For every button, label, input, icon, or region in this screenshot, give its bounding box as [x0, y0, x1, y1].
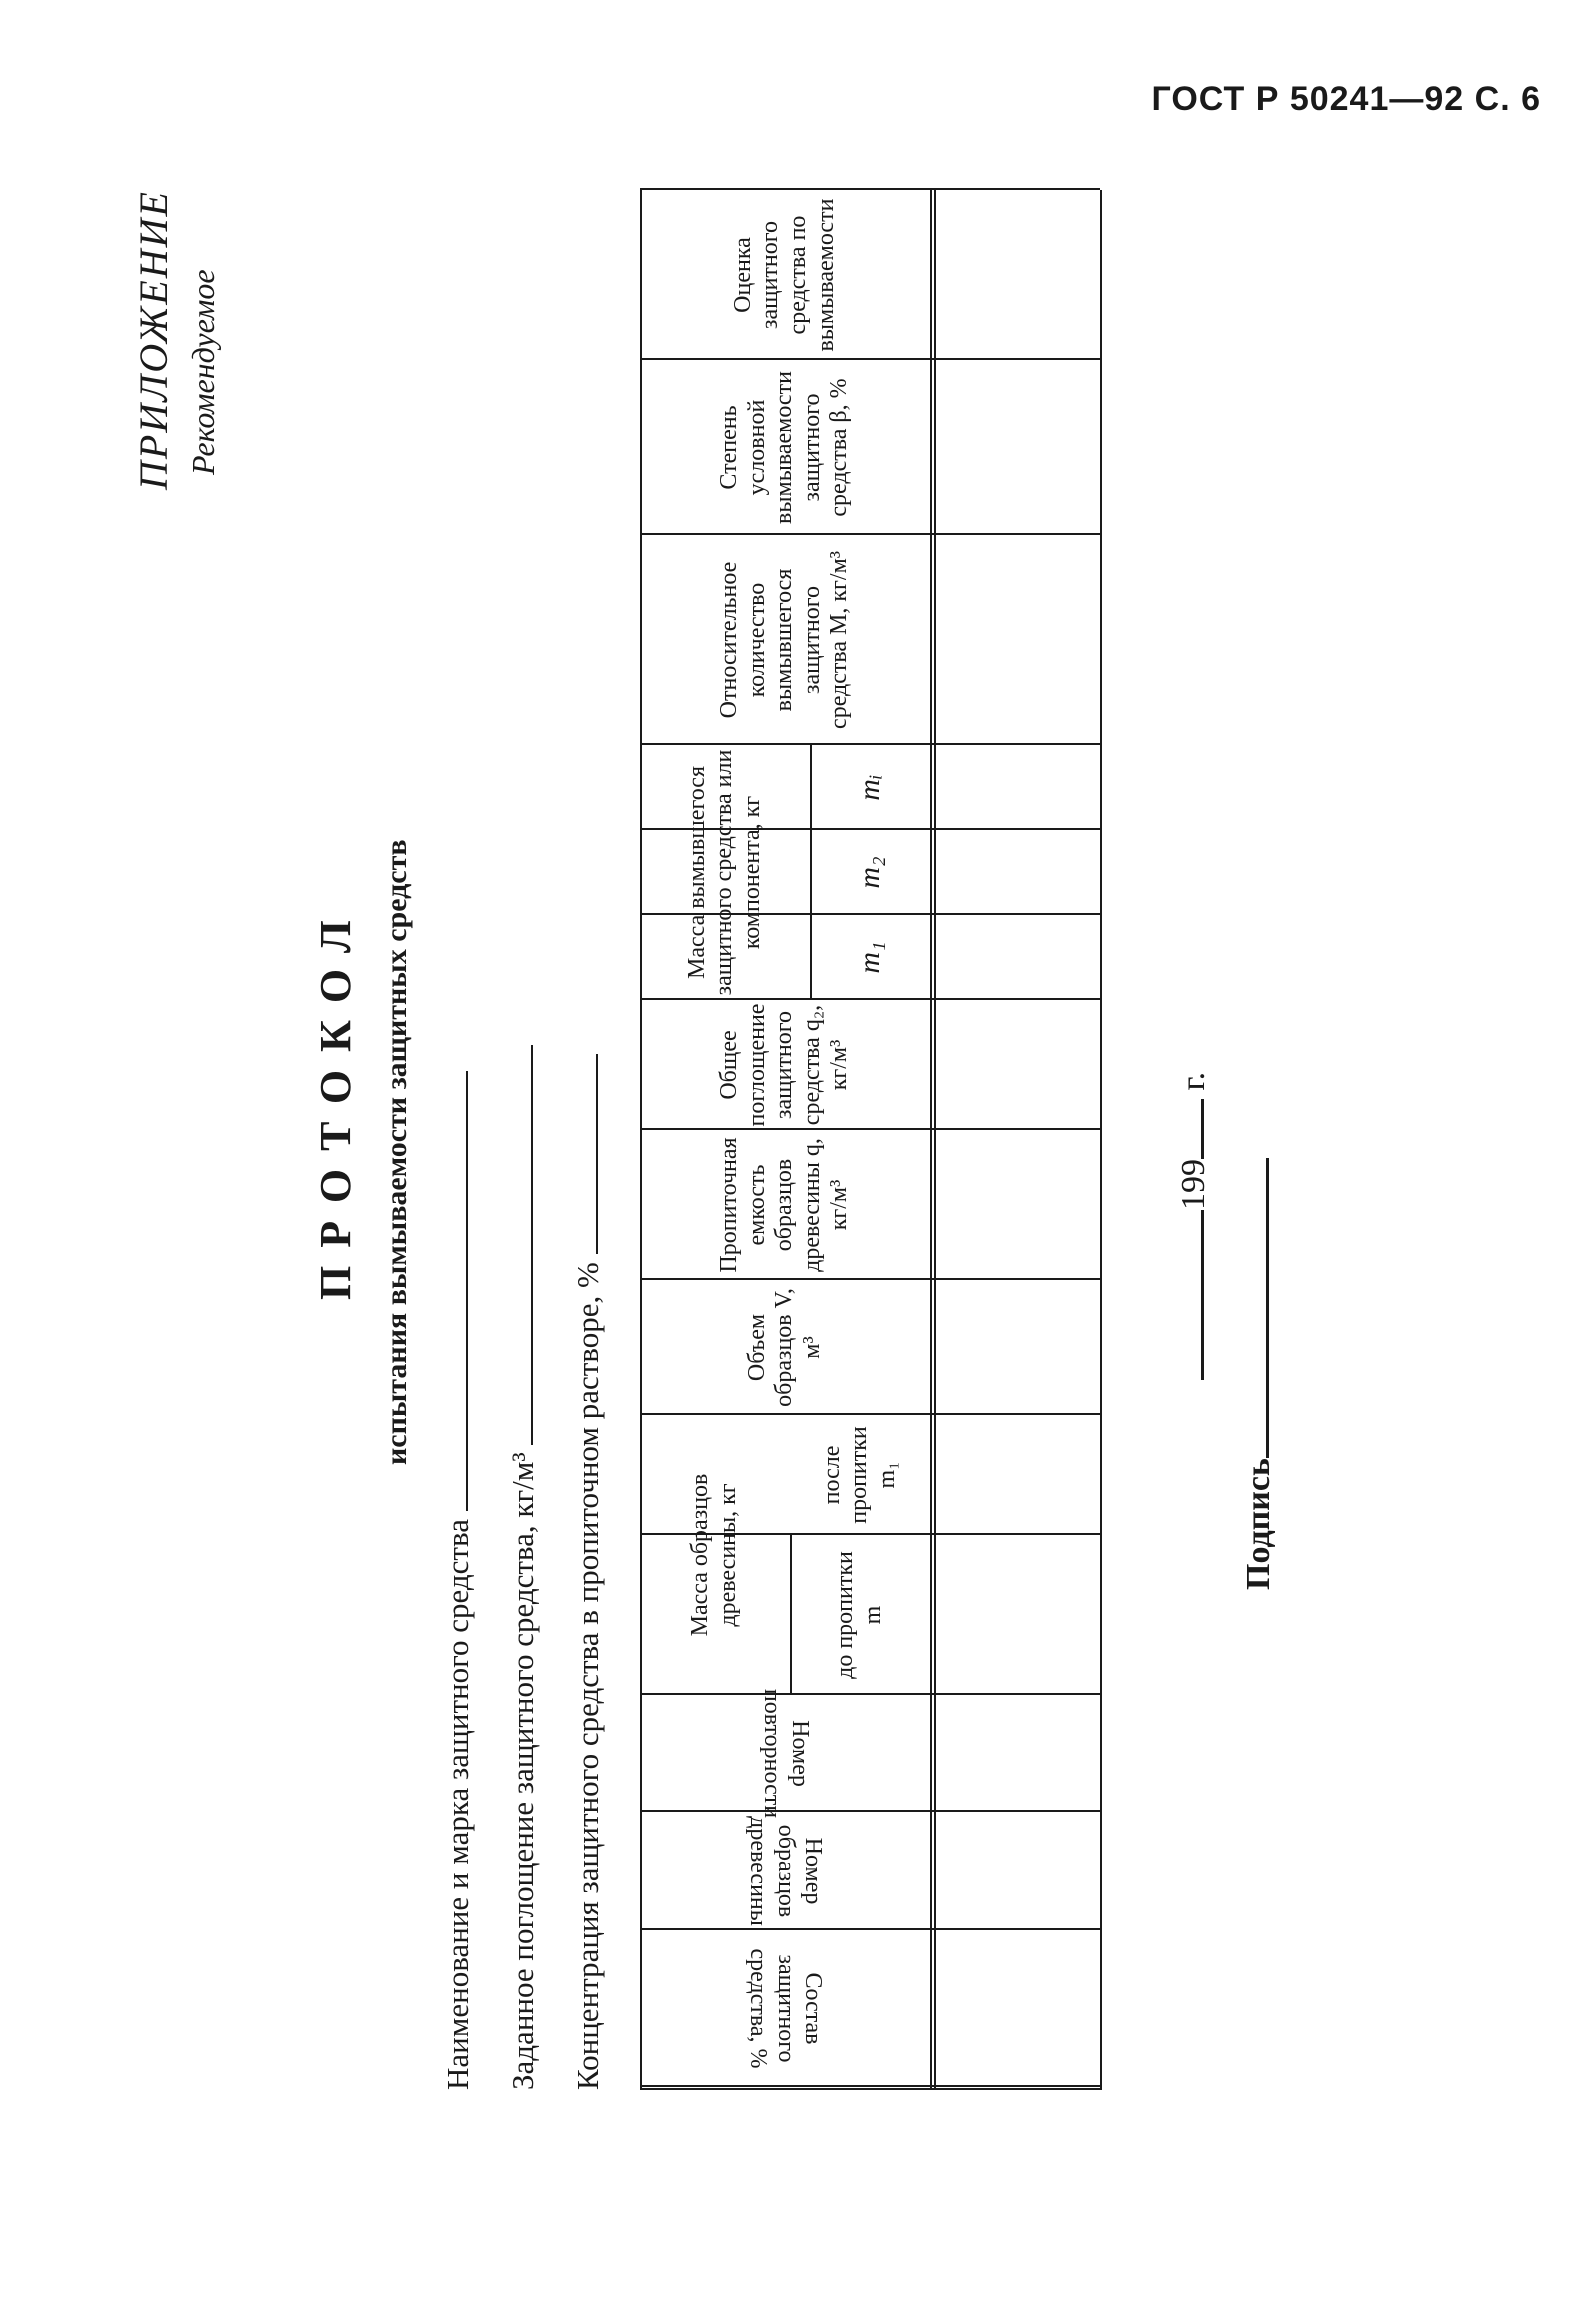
- col-capacity: Пропиточная емкость образцов древесины q, кг/м³: [716, 1137, 853, 1273]
- signature-line: [1266, 1158, 1269, 1458]
- col-sample-no: Номер образцов древесины: [745, 1816, 827, 1926]
- appendix-subtitle: Рекомендуемое: [185, 269, 221, 475]
- signature-label: Подпись: [1240, 1458, 1277, 1590]
- protocol-title: ПРОТОКОЛ: [311, 902, 360, 1300]
- field-concentration-line: [596, 1054, 598, 1254]
- col-m1: m₁: [852, 941, 886, 974]
- col-repeat-no: Номер повторности: [759, 1688, 813, 1819]
- results-table: [640, 190, 1100, 2090]
- date-field[interactable]: [1175, 1072, 1213, 1380]
- field-absorption[interactable]: [505, 1045, 541, 2090]
- col-relative: Относительное количество вымывшегося защитного средства M, кг/м³: [716, 551, 853, 729]
- col-total-absorption: Общее поглощение защитного средства q₂, кг/м³: [716, 1003, 853, 1127]
- col-m2: m₂: [852, 856, 886, 889]
- date-day-line: [1201, 1210, 1204, 1380]
- protocol-subtitle: испытания вымываемости защитных средств: [380, 839, 413, 1465]
- col-mass-group: Масса образцов древесины, кг: [687, 1473, 741, 1637]
- appendix-title: ПРИЛОЖЕНИЕ: [131, 190, 176, 490]
- col-mi: mᵢ: [852, 774, 886, 801]
- col-volume: Объем образцов V, м³: [743, 1288, 825, 1407]
- col-composition: Состав защитного средства, %: [745, 1948, 827, 2069]
- field-name-brand-line: [466, 1071, 468, 1511]
- field-concentration[interactable]: [570, 1054, 606, 2090]
- date-year-suffix: г.: [1175, 1071, 1212, 1091]
- field-name-brand-label: Наименование и марка защитного средства: [440, 1519, 475, 2090]
- col-mass-after: после пропитки m₁: [818, 1426, 900, 1524]
- col-degree: Степень условной вымываемости защитного средства β, %: [716, 371, 853, 524]
- field-absorption-line: [531, 1045, 533, 1445]
- field-absorption-label: Заданное поглощение защитного средства, кг/м³: [505, 1452, 540, 2090]
- field-name-brand[interactable]: [440, 1071, 476, 2090]
- field-concentration-label: Концентрация защитного средства в пропиточном растворе, %: [570, 1262, 605, 2090]
- col-leached-group: Масса вымывшегося защитного средства или компонента, кг: [683, 749, 765, 996]
- date-year-line: [1201, 1099, 1204, 1159]
- date-year-prefix: 199: [1175, 1159, 1212, 1210]
- col-evaluation: Оценка защитного средства по вымываемости: [729, 198, 839, 352]
- signature-field[interactable]: [1240, 1158, 1278, 1590]
- col-mass-before: до пропитки m: [832, 1551, 886, 1679]
- standard-header: ГОСТ Р 50241—92 С. 6: [1151, 80, 1541, 118]
